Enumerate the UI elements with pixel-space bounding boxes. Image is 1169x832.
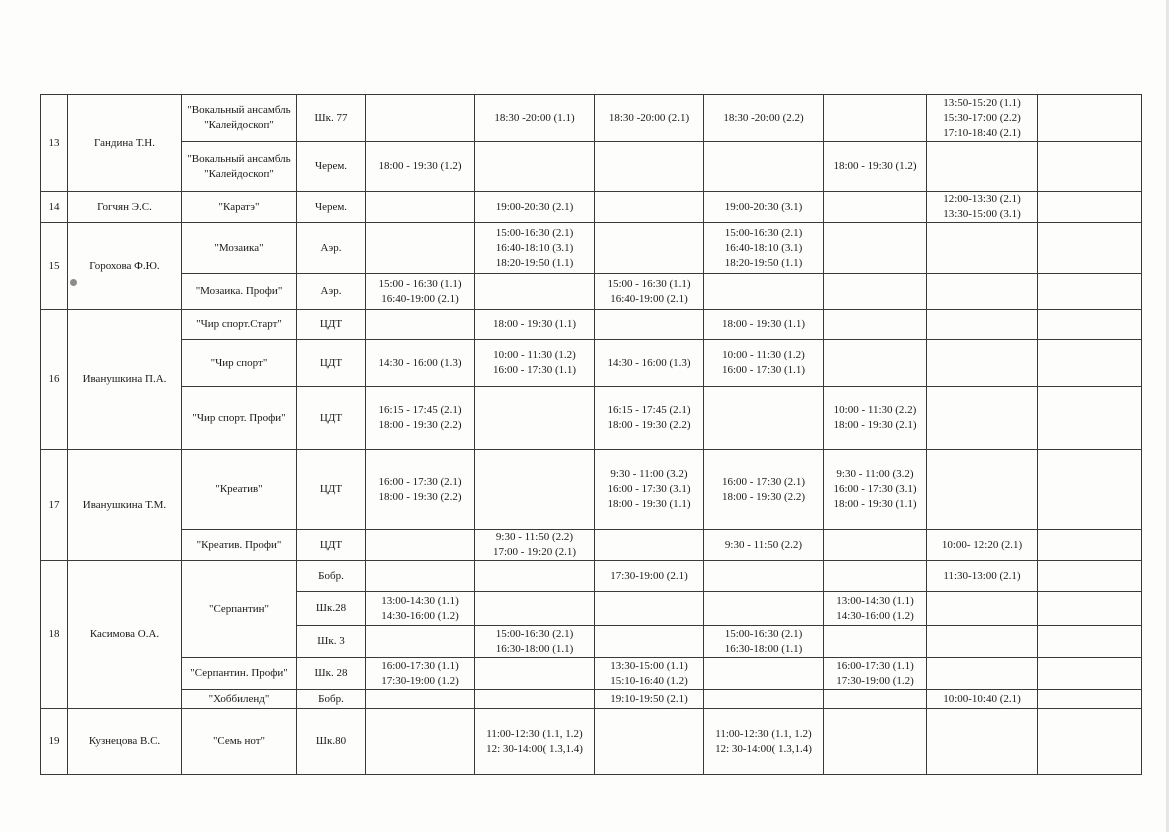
place: Бобр.: [297, 690, 366, 709]
place: ЦДТ: [297, 340, 366, 387]
day-4: [704, 274, 824, 310]
day-3: [595, 142, 704, 192]
day-2: [475, 142, 595, 192]
day-1: [366, 95, 475, 142]
day-7: [1038, 192, 1142, 223]
day-4: 15:00-16:30 (2.1) 16:40-18:10 (3.1) 18:20-19:50 (1.1): [704, 223, 824, 274]
day-5: [824, 274, 927, 310]
schedule-table: [40, 94, 1142, 775]
day-1: 15:00 - 16:30 (1.1) 16:40-19:00 (2.1): [366, 274, 475, 310]
day-1: 16:15 - 17:45 (2.1) 18:00 - 19:30 (2.2): [366, 387, 475, 450]
day-1: 16:00-17:30 (1.1) 17:30-19:00 (1.2): [366, 658, 475, 690]
day-4: 19:00-20:30 (3.1): [704, 192, 824, 223]
day-7: [1038, 561, 1142, 592]
day-6: [927, 658, 1038, 690]
day-3: [595, 626, 704, 658]
group-name: "Креатив": [182, 450, 297, 530]
teacher-name: Касимова О.А.: [68, 561, 182, 709]
place: Аэр.: [297, 223, 366, 274]
group-name: "Семь нот": [182, 709, 297, 775]
teacher-name: Гогчян Э.С.: [68, 192, 182, 223]
day-6: [927, 310, 1038, 340]
day-6: 10:00-10:40 (2.1): [927, 690, 1038, 709]
table-row: [41, 95, 1142, 142]
day-4: [704, 561, 824, 592]
place: Аэр.: [297, 274, 366, 310]
day-4: 15:00-16:30 (2.1) 16:30-18:00 (1.1): [704, 626, 824, 658]
day-4: 9:30 - 11:50 (2.2): [704, 530, 824, 561]
day-2: 19:00-20:30 (2.1): [475, 192, 595, 223]
day-4: [704, 592, 824, 626]
table-row: [41, 658, 1142, 690]
day-4: 10:00 - 11:30 (1.2) 16:00 - 17:30 (1.1): [704, 340, 824, 387]
day-4: 18:00 - 19:30 (1.1): [704, 310, 824, 340]
place: Шк. 28: [297, 658, 366, 690]
day-3: 14:30 - 16:00 (1.3): [595, 340, 704, 387]
day-4: [704, 690, 824, 709]
day-5: [824, 690, 927, 709]
day-6: [927, 592, 1038, 626]
day-5: 18:00 - 19:30 (1.2): [824, 142, 927, 192]
day-6: 12:00-13:30 (2.1) 13:30-15:00 (3.1): [927, 192, 1038, 223]
day-5: 16:00-17:30 (1.1) 17:30-19:00 (1.2): [824, 658, 927, 690]
group-name: "Серпантин. Профи": [182, 658, 297, 690]
day-7: [1038, 709, 1142, 775]
day-1: [366, 626, 475, 658]
day-2: 15:00-16:30 (2.1) 16:40-18:10 (3.1) 18:20-19:50 (1.1): [475, 223, 595, 274]
group-name: "Серпантин": [182, 561, 297, 658]
day-7: [1038, 658, 1142, 690]
day-2: 18:00 - 19:30 (1.1): [475, 310, 595, 340]
day-6: [927, 223, 1038, 274]
place: Бобр.: [297, 561, 366, 592]
teacher-name: Кузнецова В.С.: [68, 709, 182, 775]
day-2: [475, 690, 595, 709]
day-5: [824, 626, 927, 658]
group-name: "Чир спорт. Профи": [182, 387, 297, 450]
day-5: [824, 561, 927, 592]
group-name: "Вокальный ансамбль "Калейдоскоп": [182, 95, 297, 142]
day-6: [927, 142, 1038, 192]
group-name: "Креатив. Профи": [182, 530, 297, 561]
day-3: 17:30-19:00 (2.1): [595, 561, 704, 592]
day-5: [824, 192, 927, 223]
day-2: [475, 561, 595, 592]
place: ЦДТ: [297, 450, 366, 530]
row-number: 16: [41, 310, 68, 450]
place: ЦДТ: [297, 530, 366, 561]
place: Шк. 77: [297, 95, 366, 142]
row-number: 14: [41, 192, 68, 223]
day-2: 9:30 - 11:50 (2.2) 17:00 - 19:20 (2.1): [475, 530, 595, 561]
row-number: 13: [41, 95, 68, 192]
day-4: 16:00 - 17:30 (2.1) 18:00 - 19:30 (2.2): [704, 450, 824, 530]
day-7: [1038, 95, 1142, 142]
day-5: [824, 95, 927, 142]
day-5: [824, 223, 927, 274]
day-6: [927, 387, 1038, 450]
day-6: 13:50-15:20 (1.1) 15:30-17:00 (2.2) 17:10-18:40 (2.1): [927, 95, 1038, 142]
table-row: [41, 223, 1142, 274]
row-number: 17: [41, 450, 68, 561]
day-7: [1038, 310, 1142, 340]
day-3: [595, 709, 704, 775]
table-row: [41, 142, 1142, 192]
day-5: 9:30 - 11:00 (3.2) 16:00 - 17:30 (3.1) 18:00 - 19:30 (1.1): [824, 450, 927, 530]
place: Шк.80: [297, 709, 366, 775]
day-1: 16:00 - 17:30 (2.1) 18:00 - 19:30 (2.2): [366, 450, 475, 530]
day-7: [1038, 450, 1142, 530]
day-6: [927, 340, 1038, 387]
day-1: [366, 192, 475, 223]
day-1: 13:00-14:30 (1.1) 14:30-16:00 (1.2): [366, 592, 475, 626]
group-name: "Мозаика": [182, 223, 297, 274]
group-name: "Чир спорт": [182, 340, 297, 387]
day-2: [475, 658, 595, 690]
day-2: [475, 592, 595, 626]
day-3: 19:10-19:50 (2.1): [595, 690, 704, 709]
day-7: [1038, 142, 1142, 192]
day-7: [1038, 340, 1142, 387]
day-2: [475, 450, 595, 530]
day-1: [366, 310, 475, 340]
day-6: [927, 626, 1038, 658]
day-3: 9:30 - 11:00 (3.2) 16:00 - 17:30 (3.1) 18:00 - 19:30 (1.1): [595, 450, 704, 530]
day-5: [824, 530, 927, 561]
day-6: 11:30-13:00 (2.1): [927, 561, 1038, 592]
row-number: 19: [41, 709, 68, 775]
place: ЦДТ: [297, 310, 366, 340]
day-1: [366, 561, 475, 592]
day-7: [1038, 530, 1142, 561]
day-2: 10:00 - 11:30 (1.2) 16:00 - 17:30 (1.1): [475, 340, 595, 387]
day-7: [1038, 223, 1142, 274]
place: Шк. 3: [297, 626, 366, 658]
day-4: [704, 142, 824, 192]
day-1: [366, 709, 475, 775]
table-row: [41, 340, 1142, 387]
day-7: [1038, 626, 1142, 658]
day-3: 13:30-15:00 (1.1) 15:10-16:40 (1.2): [595, 658, 704, 690]
day-4: 18:30 -20:00 (2.2): [704, 95, 824, 142]
day-3: 15:00 - 16:30 (1.1) 16:40-19:00 (2.1): [595, 274, 704, 310]
place: Черем.: [297, 142, 366, 192]
day-2: 15:00-16:30 (2.1) 16:30-18:00 (1.1): [475, 626, 595, 658]
teacher-name: Горохова Ф.Ю.: [68, 223, 182, 310]
place: ЦДТ: [297, 387, 366, 450]
day-3: [595, 310, 704, 340]
table-row: [41, 310, 1142, 340]
teacher-name: Иванушкина Т.М.: [68, 450, 182, 561]
day-5: [824, 310, 927, 340]
day-3: [595, 192, 704, 223]
day-5: 10:00 - 11:30 (2.2) 18:00 - 19:30 (2.1): [824, 387, 927, 450]
day-2: 11:00-12:30 (1.1, 1.2) 12: 30-14:00( 1.3,1.4): [475, 709, 595, 775]
day-5: [824, 709, 927, 775]
day-1: 14:30 - 16:00 (1.3): [366, 340, 475, 387]
group-name: "Чир спорт.Старт": [182, 310, 297, 340]
day-5: 13:00-14:30 (1.1) 14:30-16:00 (1.2): [824, 592, 927, 626]
place: Черем.: [297, 192, 366, 223]
group-name: "Вокальный ансамбль "Калейдоскоп": [182, 142, 297, 192]
table-row: [41, 192, 1142, 223]
day-2: [475, 274, 595, 310]
day-7: [1038, 387, 1142, 450]
day-3: [595, 592, 704, 626]
day-1: [366, 530, 475, 561]
day-1: [366, 690, 475, 709]
day-7: [1038, 690, 1142, 709]
day-2: 18:30 -20:00 (1.1): [475, 95, 595, 142]
table-row: [41, 690, 1142, 709]
day-5: [824, 340, 927, 387]
day-4: [704, 658, 824, 690]
day-4: [704, 387, 824, 450]
teacher-name: Гандина Т.Н.: [68, 95, 182, 192]
day-6: [927, 450, 1038, 530]
day-1: [366, 223, 475, 274]
day-7: [1038, 592, 1142, 626]
day-7: [1038, 274, 1142, 310]
teacher-name: Иванушкина П.А.: [68, 310, 182, 450]
day-4: 11:00-12:30 (1.1, 1.2) 12: 30-14:00( 1.3,1.4): [704, 709, 824, 775]
day-1: 18:00 - 19:30 (1.2): [366, 142, 475, 192]
day-6: 10:00- 12:20 (2.1): [927, 530, 1038, 561]
table-row: [41, 709, 1142, 775]
table-row: [41, 561, 1142, 592]
group-name: "Мозаика. Профи": [182, 274, 297, 310]
day-6: [927, 274, 1038, 310]
day-2: [475, 387, 595, 450]
day-6: [927, 709, 1038, 775]
row-number: 18: [41, 561, 68, 709]
group-name: "Каратэ": [182, 192, 297, 223]
day-3: [595, 530, 704, 561]
day-3: 18:30 -20:00 (2.1): [595, 95, 704, 142]
row-number: 15: [41, 223, 68, 310]
day-3: 16:15 - 17:45 (2.1) 18:00 - 19:30 (2.2): [595, 387, 704, 450]
table-row: [41, 274, 1142, 310]
table-row: [41, 530, 1142, 561]
place: Шк.28: [297, 592, 366, 626]
group-name: "Хоббиленд": [182, 690, 297, 709]
table-row: [41, 387, 1142, 450]
table-row: [41, 450, 1142, 530]
day-3: [595, 223, 704, 274]
